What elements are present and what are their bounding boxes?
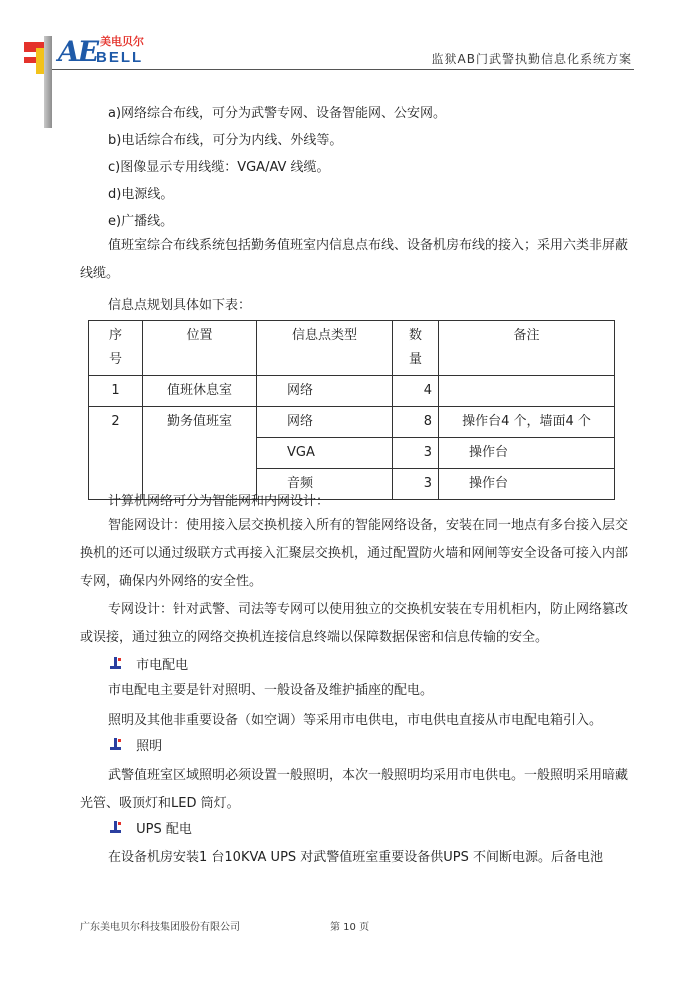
document-title: 监狱AB门武警执勤信息化系统方案 bbox=[431, 52, 632, 66]
cell-note: 操作台4 个，墙面4 个 bbox=[439, 407, 615, 438]
cell-note bbox=[439, 376, 615, 407]
cell-type: VGA bbox=[257, 438, 393, 469]
header-qty-text: 数量 bbox=[408, 328, 422, 367]
paragraph-smart-network: 智能网设计：使用接入层交换机接入所有的智能网络设备，安装在同一地点有多台接入层交换机的还可以通过级联方式再接入汇聚层交换机，通过配置防火墙和网闸等安全设备可接入内部专网，确保内外网络的安全性。 bbox=[80, 518, 629, 589]
company-logo-cn: 美电贝尔 bbox=[100, 35, 144, 48]
section-heading-lighting bbox=[110, 735, 162, 754]
list-item: e)广播线。 bbox=[108, 214, 174, 229]
header-no-text: 序号 bbox=[108, 328, 122, 367]
header-note bbox=[439, 321, 615, 376]
section-heading-text: 市电配电 bbox=[136, 658, 189, 673]
paragraph-duty-room: 值班室综合布线系统包括勤务值班室内信息点布线、设备机房布线的接入；采用六类非屏蔽线缆。 bbox=[80, 238, 629, 281]
header-note-text: 备注 bbox=[513, 328, 540, 343]
footer-page-number: 第 10 页 bbox=[330, 922, 370, 933]
margin-gray-bar bbox=[44, 36, 52, 128]
table-header-row bbox=[89, 321, 615, 376]
bullet-arrow-icon bbox=[110, 738, 122, 750]
bullet-arrow-icon bbox=[110, 821, 122, 833]
mains-text-1: 市电配电主要是针对照明、一般设备及维护插座的配电。 bbox=[108, 683, 434, 698]
cell-note: 操作台 bbox=[439, 438, 615, 469]
cell-qty: 3 bbox=[393, 469, 439, 500]
header-location bbox=[143, 321, 257, 376]
mains-text-2: 照明及其他非重要设备（如空调）等采用市电供电，市电供电直接从市电配电箱引入。 bbox=[108, 713, 603, 728]
company-logo-bell: BELL bbox=[96, 49, 144, 66]
table-intro: 信息点规划具体如下表： bbox=[108, 298, 252, 313]
cell-location: 值班休息室 bbox=[143, 376, 257, 407]
section-heading-text: 照明 bbox=[136, 739, 163, 754]
paragraph-network-split: 计算机网络可分为智能网和内网设计： bbox=[108, 494, 330, 509]
cell-qty: 3 bbox=[393, 438, 439, 469]
cell-note: 操作台 bbox=[439, 469, 615, 500]
header-no bbox=[89, 321, 143, 376]
section-heading-mains bbox=[110, 654, 188, 673]
cell-location: 勤务值班室 bbox=[143, 407, 257, 500]
list-item: d)电源线。 bbox=[108, 187, 174, 202]
company-logo: AE bbox=[58, 35, 98, 68]
cell-qty: 8 bbox=[393, 407, 439, 438]
header-type-text: 信息点类型 bbox=[291, 328, 357, 343]
section-heading-text: UPS 配电 bbox=[136, 822, 192, 837]
ups-text: 在设备机房安装1 台10KVA UPS 对武警值班室重要设备供UPS 不间断电源。后备电池 bbox=[108, 850, 604, 865]
list-item: c)图像显示专用线缆：VGA/AV 线缆。 bbox=[108, 160, 330, 175]
table-row bbox=[89, 407, 615, 438]
cell-type: 网络 bbox=[257, 376, 393, 407]
paragraph-private-network: 专网设计：针对武警、司法等专网可以使用独立的交换机安装在专用机柜内，防止网络篡改或误接，通过独立的网络交换机连接信息终端以保障数据保密和信息传输的安全。 bbox=[80, 602, 629, 645]
header-type bbox=[257, 321, 393, 376]
lighting-text: 武警值班室区域照明必须设置一般照明，本次一般照明均采用市电供电。一般照明采用暗藏光管、吸顶灯和LED 筒灯。 bbox=[80, 768, 629, 811]
section-heading-ups bbox=[110, 818, 192, 837]
bullet-arrow-icon bbox=[110, 657, 122, 669]
header-qty bbox=[393, 321, 439, 376]
footer-company: 广东美电贝尔科技集团股份有限公司 bbox=[80, 922, 240, 933]
header-divider bbox=[52, 69, 634, 70]
cell-no: 1 bbox=[89, 376, 143, 407]
list-item: b)电话综合布线，可分为内线、外线等。 bbox=[108, 133, 343, 148]
header-location-text: 位置 bbox=[186, 328, 213, 343]
cell-type: 网络 bbox=[257, 407, 393, 438]
info-point-table bbox=[88, 320, 615, 500]
cell-type: 音频 bbox=[257, 469, 393, 500]
table-row bbox=[89, 376, 615, 407]
cell-no: 2 bbox=[89, 407, 143, 500]
list-item: a)网络综合布线，可分为武警专网、设备智能网、公安网。 bbox=[108, 106, 447, 121]
cell-qty: 4 bbox=[393, 376, 439, 407]
